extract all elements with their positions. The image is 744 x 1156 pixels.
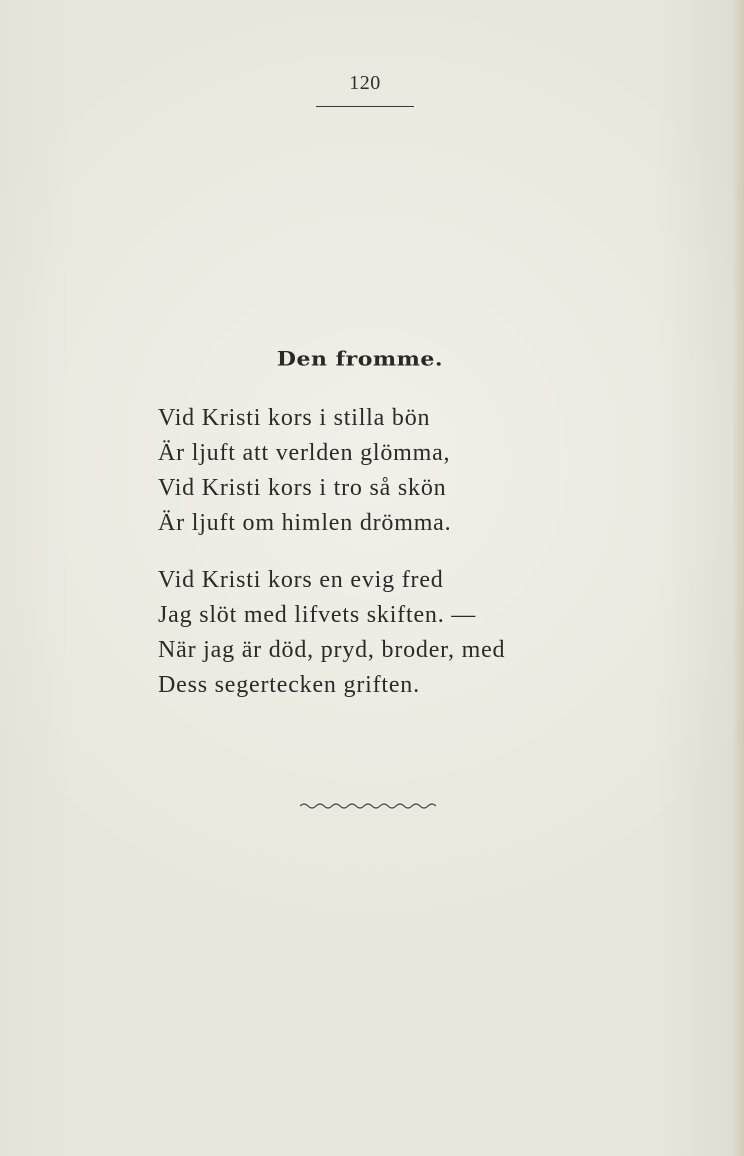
poem-line-7: När jag är död, pryd, broder, med xyxy=(158,637,506,663)
wave-ornament-icon xyxy=(300,800,436,812)
poem-line-1: Vid Kristi kors i stilla bön xyxy=(158,405,431,431)
poem-line-2: Är ljuft att verlden glömma, xyxy=(158,440,451,466)
poem-line-8: Dess segertecken griften. xyxy=(158,672,420,698)
page-edge-shadow xyxy=(732,0,744,1156)
page-number-rule xyxy=(316,106,414,107)
poem-line-6: Jag slöt med lifvets skiften. — xyxy=(158,602,477,628)
poem-body xyxy=(158,401,638,703)
poem-line-3: Vid Kristi kors i tro så skön xyxy=(158,475,447,501)
stanza-1 xyxy=(158,401,638,541)
poem-line-5: Vid Kristi kors en evig fred xyxy=(158,567,444,593)
poem-line-4: Är ljuft om himlen drömma. xyxy=(158,510,452,536)
poem-title: Den fromme. xyxy=(276,347,444,371)
stanza-2 xyxy=(158,563,638,703)
page-number: 120 xyxy=(349,72,381,94)
